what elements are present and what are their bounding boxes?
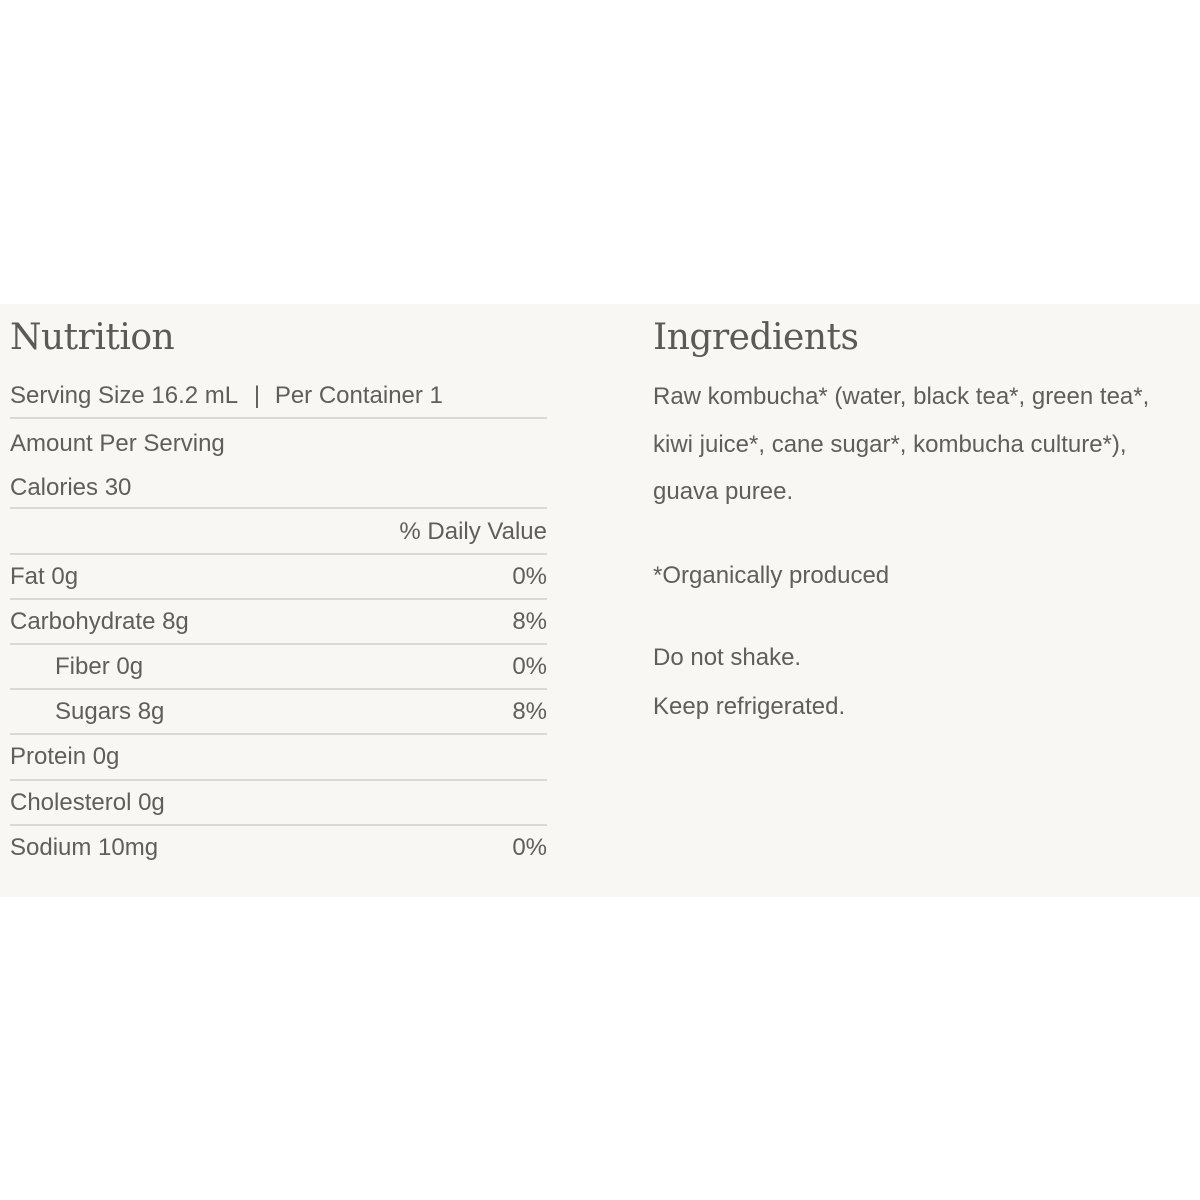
divider [10, 417, 547, 419]
daily-value-header: % Daily Value [399, 518, 547, 545]
nutrient-row-cholesterol [10, 781, 547, 825]
amount-per-serving: Amount Per Serving [10, 430, 225, 457]
nutrient-row-sodium [10, 826, 547, 870]
nutrient-value: 8% [512, 608, 547, 635]
nutrient-label: Protein 0g [10, 743, 120, 770]
calories: Calories 30 [10, 474, 132, 501]
organic-note: *Organically produced [653, 562, 890, 589]
ingredients-title: Ingredients [653, 317, 859, 358]
instruction-line: Keep refrigerated. [653, 693, 846, 720]
instruction-line: Do not shake. [653, 644, 802, 671]
nutrient-label: Sugars 8g [55, 698, 165, 725]
nutrient-label: Sodium 10mg [10, 834, 159, 861]
product-info-panel [0, 304, 1200, 897]
nutrient-value: 0% [512, 563, 547, 590]
nutrient-value: 0% [512, 834, 547, 861]
serving-info [10, 374, 443, 418]
serving-size: Serving Size 16.2 mL [10, 382, 238, 409]
per-container: Per Container 1 [274, 382, 443, 409]
nutrition-title: Nutrition [10, 317, 175, 358]
nutrient-label: Carbohydrate 8g [10, 608, 189, 635]
ingredients-text-line: kiwi juice*, cane sugar*, kombucha culture*), [653, 431, 1127, 458]
nutrient-value: 0% [512, 653, 547, 680]
ingredients-text-line: guava puree. [653, 478, 794, 505]
ingredients-text-line: Raw kombucha* (water, black tea*, green tea*, [653, 383, 1150, 410]
divider [10, 507, 547, 509]
nutrient-row-carbohydrate [10, 600, 547, 644]
nutrient-row-sugars [10, 690, 547, 734]
nutrient-value: 8% [512, 698, 547, 725]
nutrient-label: Fiber 0g [55, 653, 144, 680]
nutrient-row-fat [10, 555, 547, 599]
nutrient-row-fiber [10, 645, 547, 689]
nutrient-label: Fat 0g [10, 563, 79, 590]
serving-separator: | [253, 382, 261, 409]
nutrient-row-protein [10, 735, 547, 779]
nutrient-label: Cholesterol 0g [10, 789, 165, 816]
